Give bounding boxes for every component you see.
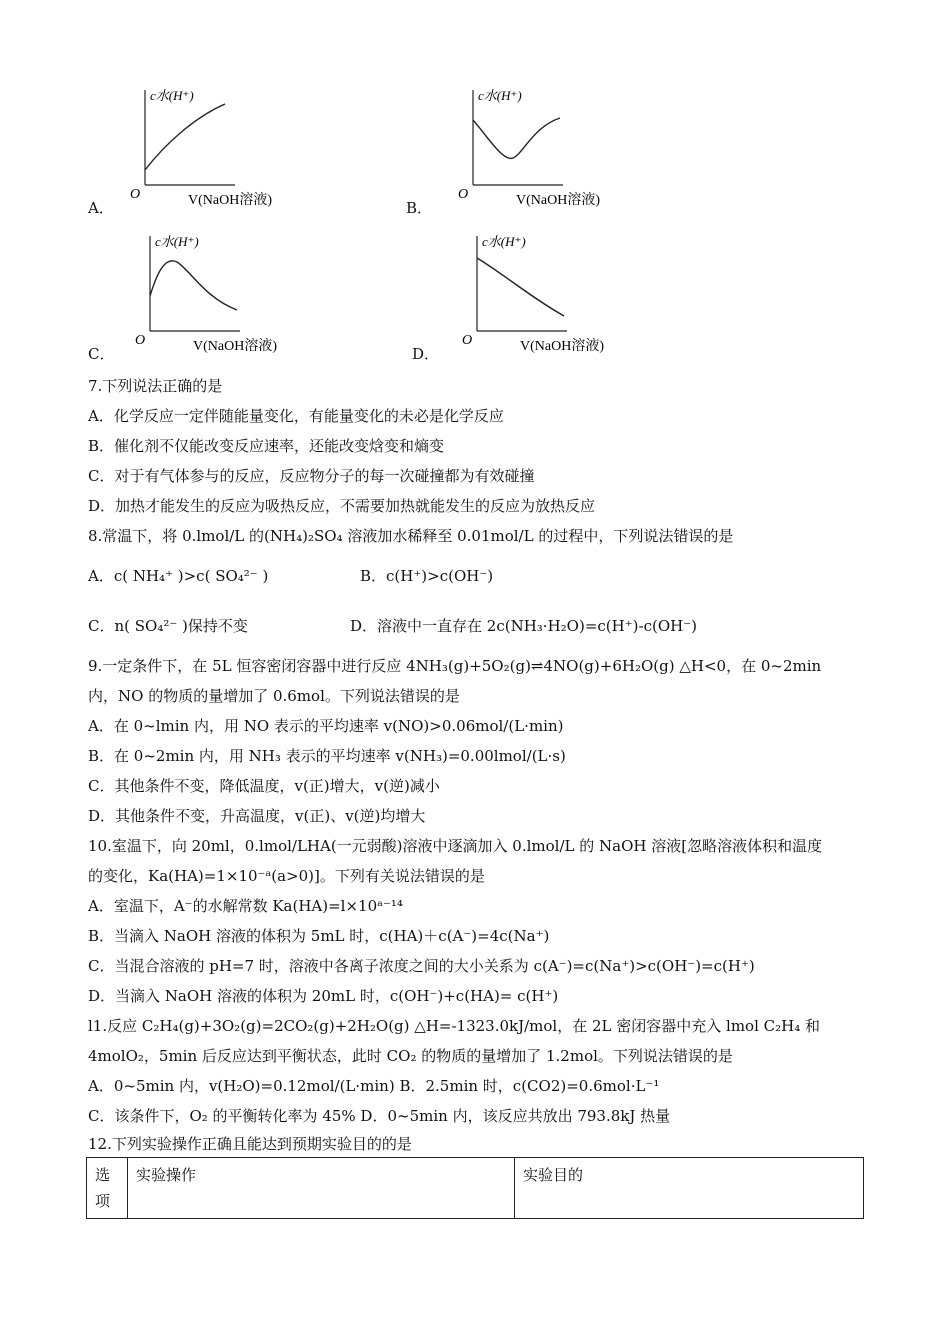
graph-a-origin: O bbox=[130, 187, 141, 202]
graph-c-letter[interactable]: C． bbox=[88, 345, 115, 363]
q8-option-a[interactable]: A．c( NH₄⁺ )>c( SO₄²⁻ ) bbox=[88, 567, 269, 585]
q11-options-ab[interactable]: A．0~5min 内，v(H₂O)=0.12mol/(L·min) B．2.5min 时，c(CO2)=0.6mol·L⁻¹ bbox=[88, 1077, 660, 1095]
graph-d-xlabel: V(NaOH溶液) bbox=[520, 339, 604, 354]
q7-option-d[interactable]: D．加热才能发生的反应为吸热反应，不需要加热就能发生的反应为放热反应 bbox=[88, 497, 596, 515]
q7-option-b[interactable]: B．催化剂不仅能改变反应速率，还能改变焓变和熵变 bbox=[88, 437, 445, 455]
graph-a-xlabel: V(NaOH溶液) bbox=[188, 193, 272, 208]
q8-option-d[interactable]: D．溶液中一直存在 2c(NH₃·H₂O)=c(H⁺)-c(OH⁻) bbox=[350, 617, 697, 635]
graph-b-xlabel: V(NaOH溶液) bbox=[516, 193, 600, 208]
table-header-row bbox=[87, 1158, 864, 1219]
graph-c bbox=[125, 228, 325, 363]
graph-b bbox=[448, 82, 648, 217]
experiment-table bbox=[86, 1157, 864, 1219]
q7-stem: 7.下列说法正确的是 bbox=[88, 377, 223, 395]
q10-option-c[interactable]: C．当混合溶液的 pH=7 时，溶液中各离子浓度之间的大小关系为 c(A⁻)=c(Na⁺)>c(OH⁻)=c(H⁺) bbox=[88, 957, 755, 975]
q10-option-b[interactable]: B．当滴入 NaOH 溶液的体积为 5mL 时，c(HA)＋c(A⁻)=4c(Na⁺) bbox=[88, 927, 550, 945]
graph-b-letter[interactable]: B． bbox=[406, 199, 433, 217]
q7-option-c[interactable]: C．对于有气体参与的反应，反应物分子的每一次碰撞都为有效碰撞 bbox=[88, 467, 535, 485]
q10-option-a[interactable]: A．室温下，A⁻的水解常数 Ka(HA)=l×10ᵃ⁻¹⁴ bbox=[88, 897, 403, 915]
header-option-char2: 项 bbox=[95, 1192, 111, 1210]
graph-d-letter[interactable]: D． bbox=[412, 345, 440, 363]
graph-b-ylabel: c水(H⁺) bbox=[478, 88, 522, 103]
q8-option-b[interactable]: B．c(H⁺)>c(OH⁻) bbox=[360, 567, 494, 585]
q8-stem: 8.常温下，将 0.lmol/L 的(NH₄)₂SO₄ 溶液加水稀释至 0.01mol/L 的过程中，下列说法错误的是 bbox=[88, 527, 734, 545]
q10-stem-line2: 的变化，Ka(HA)=1×10⁻ᵃ(a>0)]。下列有关说法错误的是 bbox=[88, 867, 485, 885]
q9-stem-line2: 内，NO 的物质的量增加了 0.6mol。下列说法错误的是 bbox=[88, 687, 460, 705]
q11-stem-line2: 4molO₂，5min 后反应达到平衡状态，此时 CO₂ 的物质的量增加了 1.2mol。下列说法错误的是 bbox=[88, 1047, 733, 1065]
graph-a-ylabel: c水(H⁺) bbox=[150, 88, 194, 103]
q10-stem-line1: 10.室温下，向 20ml，0.lmol/LHA(一元弱酸)溶液中逐滴加入 0.lmol/L 的 NaOH 溶液[忽略溶液体积和温度 bbox=[88, 837, 823, 855]
q9-option-d[interactable]: D．其他条件不变，升高温度，v(正)、v(逆)均增大 bbox=[88, 807, 426, 825]
graph-a bbox=[120, 82, 320, 217]
q12-stem: 12.下列实验操作正确且能达到预期实验目的的是 bbox=[88, 1135, 412, 1153]
header-option-char1: 选 bbox=[95, 1166, 111, 1184]
table-header-option bbox=[87, 1158, 128, 1219]
graph-c-xlabel: V(NaOH溶液) bbox=[193, 339, 277, 354]
q9-option-a[interactable]: A．在 0~lmin 内，用 NO 表示的平均速率 v(NO)>0.06mol/(L·min) bbox=[88, 717, 564, 735]
q9-option-c[interactable]: C．其他条件不变，降低温度，v(正)增大，v(逆)减小 bbox=[88, 777, 440, 795]
table-header-purpose: 实验目的 bbox=[515, 1158, 864, 1219]
q11-options-cd[interactable]: C．该条件下，O₂ 的平衡转化率为 45% D．0~5min 内，该反应共放出 793.8kJ 热量 bbox=[88, 1107, 671, 1125]
graph-c-origin: O bbox=[135, 333, 146, 348]
q11-stem-line1: l1.反应 C₂H₄(g)+3O₂(g)=2CO₂(g)+2H₂O(g) △H=-1323.0kJ/mol，在 2L 密闭容器中充入 lmol C₂H₄ 和 bbox=[88, 1017, 821, 1035]
q9-stem-line1: 9.一定条件下，在 5L 恒容密闭容器中进行反应 4NH₃(g)+5O₂(g)⇌4NO(g)+6H₂O(g) △H<0，在 0~2min bbox=[88, 657, 822, 675]
q8-option-c[interactable]: C．n( SO₄²⁻ )保持不变 bbox=[88, 617, 248, 635]
graph-b-origin: O bbox=[458, 187, 469, 202]
graph-c-ylabel: c水(H⁺) bbox=[155, 234, 199, 249]
table-header-operation: 实验操作 bbox=[128, 1158, 515, 1219]
graph-d bbox=[452, 228, 652, 363]
graph-d-ylabel: c水(H⁺) bbox=[482, 234, 526, 249]
q9-option-b[interactable]: B．在 0~2min 内，用 NH₃ 表示的平均速率 v(NH₃)=0.00lmol/(L·s) bbox=[88, 747, 566, 765]
graph-a-letter[interactable]: A． bbox=[88, 199, 114, 217]
q7-option-a[interactable]: A．化学反应一定伴随能量变化，有能量变化的未必是化学反应 bbox=[88, 407, 504, 425]
graph-d-origin: O bbox=[462, 333, 473, 348]
q10-option-d[interactable]: D．当滴入 NaOH 溶液的体积为 20mL 时，c(OH⁻)+c(HA)= c(H⁺) bbox=[88, 987, 559, 1005]
